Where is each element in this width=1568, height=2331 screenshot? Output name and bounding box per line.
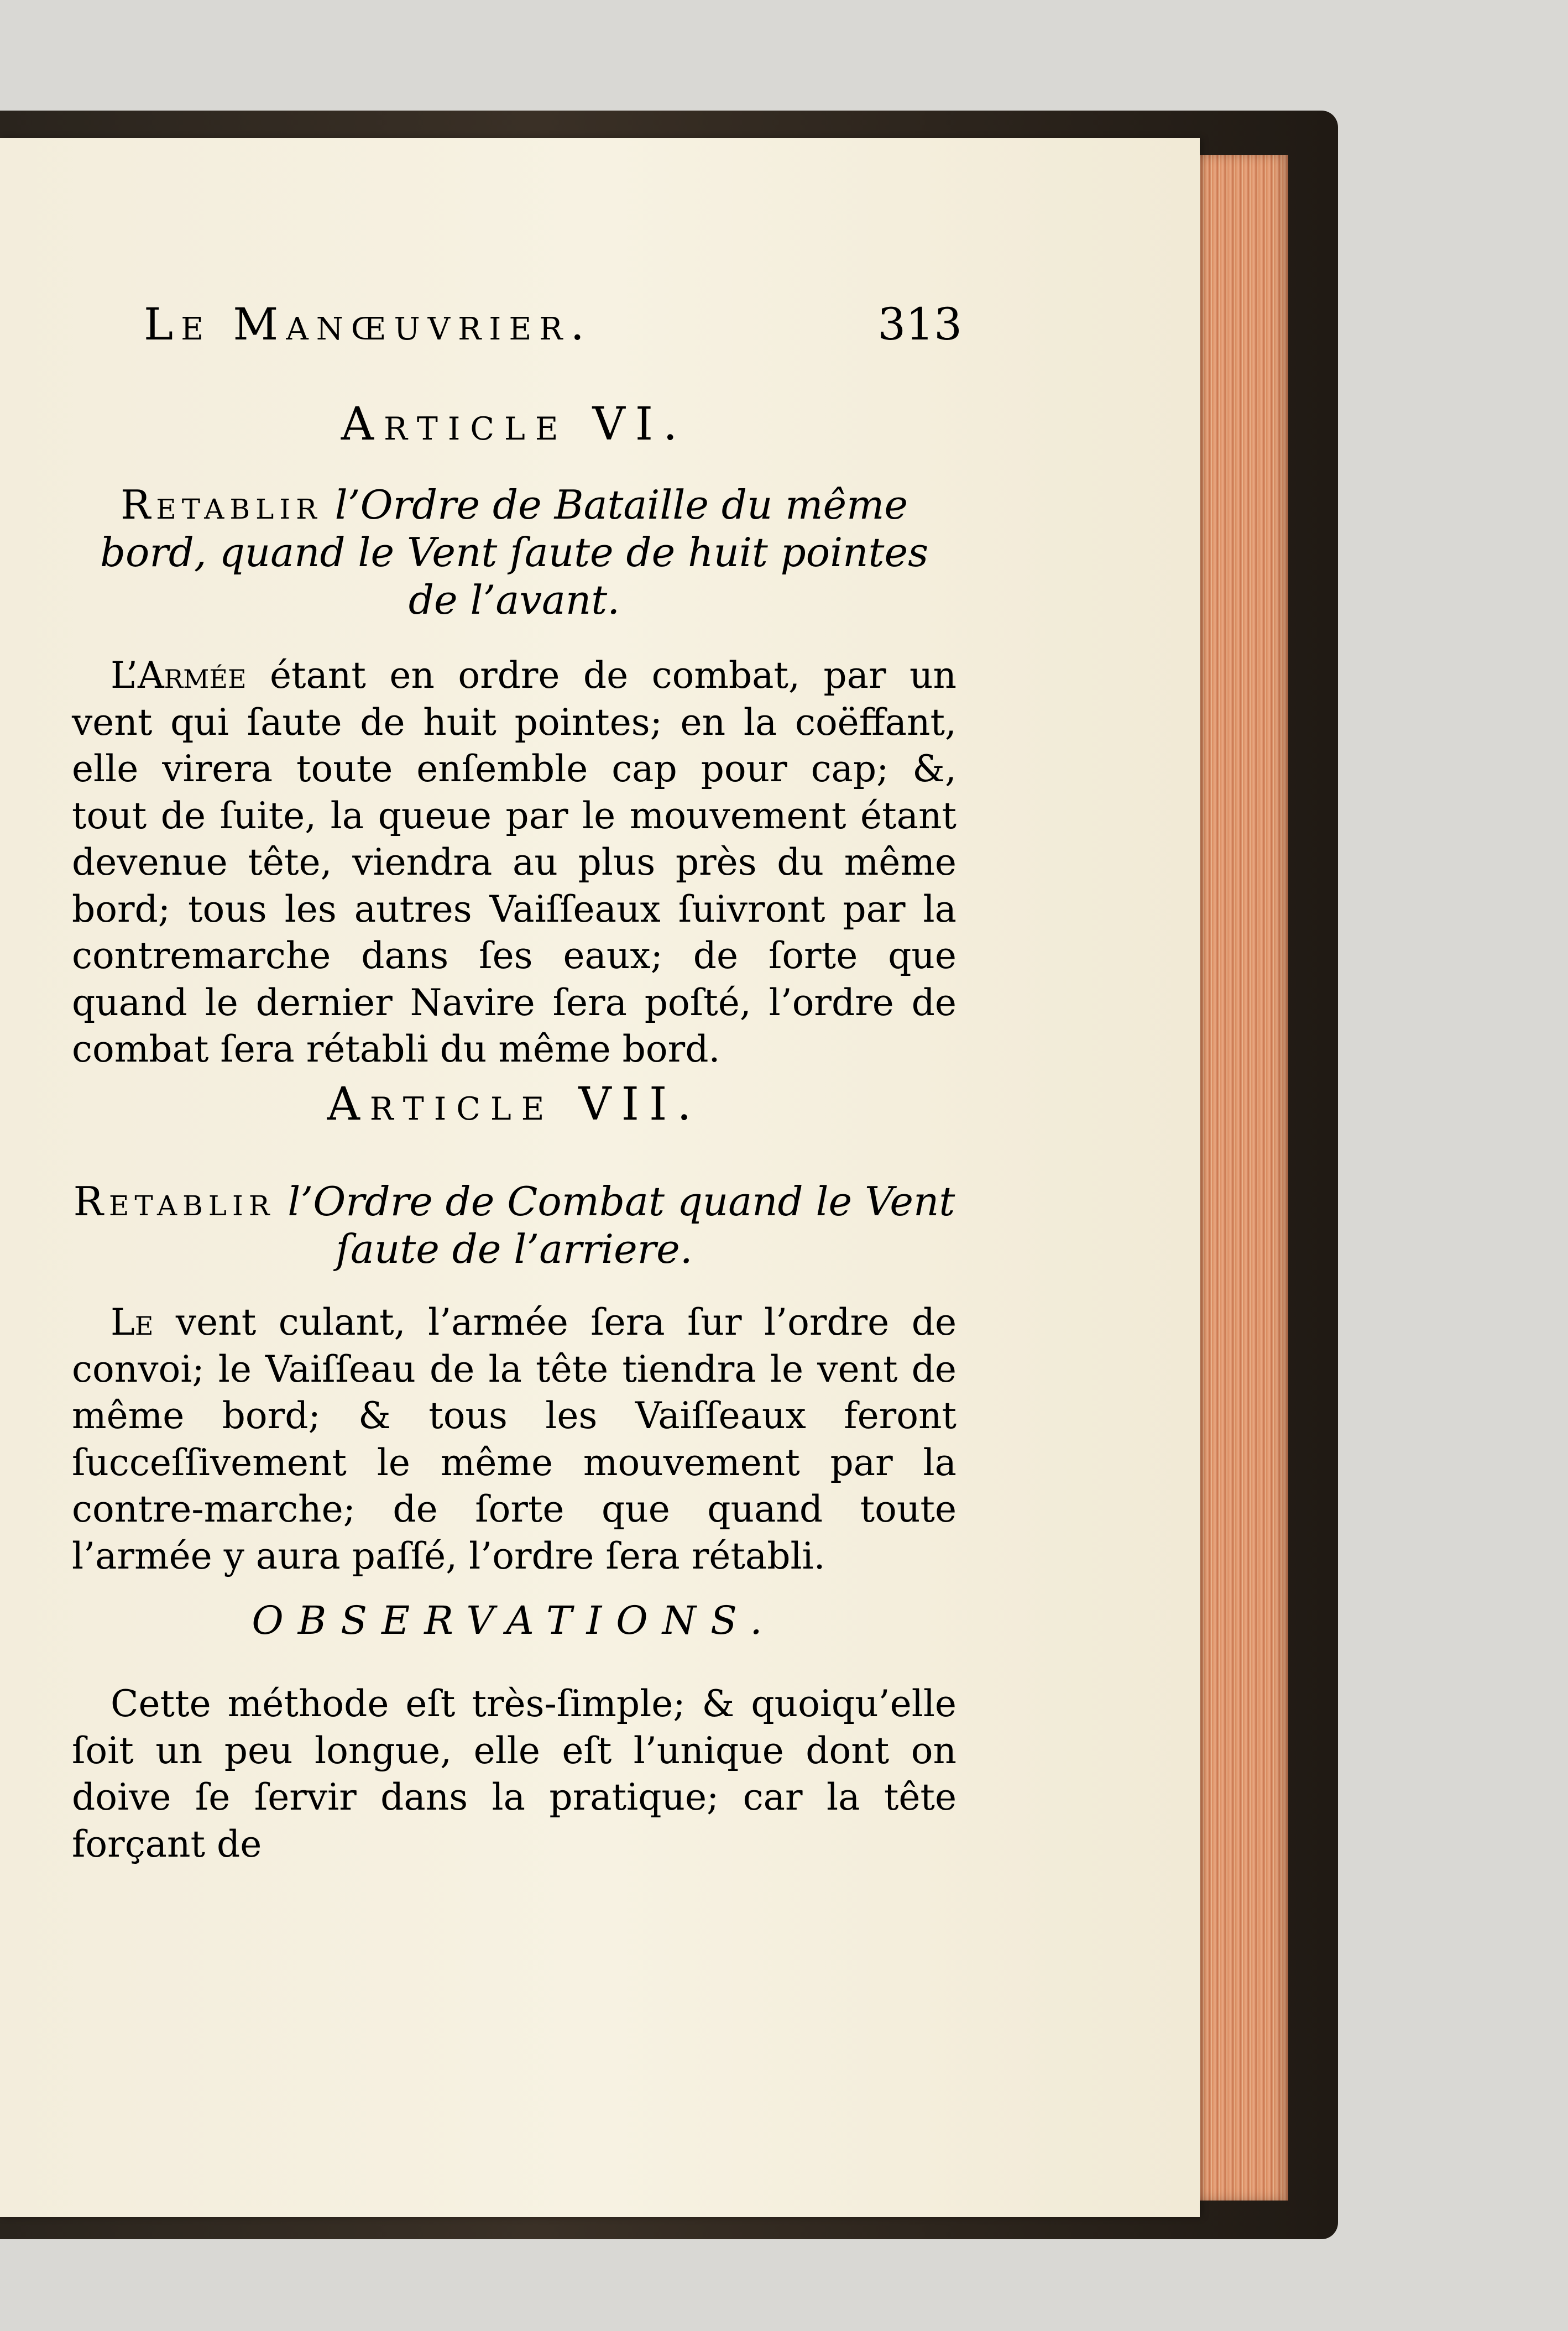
- article-7-paragraph: [72, 1299, 957, 1580]
- article-6-body: étant en ordre de combat, par un vent qui ſaute de huit pointes; en la coëffant, elle virera toute enſemble cap pour cap; &, tout de ſuite, la queue par le mouvement étant devenue tête, viendra au plus près du même bord; tous les autres Vaiſſeaux ſuivront par la contremarche dans ſes eaux; de ſorte que quand le dernier Navire ſera poſté, l’ordre de combat ſera rétabli du même bord.: [72, 654, 957, 1070]
- article-6-paragraph: [72, 652, 957, 1073]
- article-7-body-lead: Le: [111, 1301, 154, 1344]
- article-7-heading: Article VII.: [327, 1078, 702, 1131]
- article-7-subtitle-rest: l’Ordre de Combat quand le Vent ſaute de l’arriere.: [275, 1178, 955, 1272]
- running-title: Le Manœuvrier.: [144, 299, 592, 350]
- page-number: 313: [877, 299, 962, 350]
- article-7-body: vent culant, l’armée ſera ſur l’ordre de convoi; le Vaiſſeau de la tête tiendra le vent de même bord; & tous les Vaiſſeaux feront ſucceſſivement le même mouvement par la contre-marche; de ſorte que quand toute l’armée y aura paſſé, l’ordre ſera rétabli.: [72, 1301, 957, 1577]
- article-6-body-lead: L’Armée: [111, 654, 247, 697]
- article-6-subtitle: [72, 481, 957, 624]
- observations-paragraph: Cette méthode eſt très-ſimple; & quoiqu’elle ſoit un peu longue, elle eſt l’unique dont on doive ſe ſervir dans la pratique; car la tête forçant de: [72, 1682, 957, 1865]
- page-edges: [1189, 155, 1288, 2201]
- article-6-heading: Article VI.: [341, 398, 688, 451]
- article-6-subtitle-rest: l’Ordre de Bataille du même bord, quand le Vent ſaute de huit pointes de l’avant.: [100, 482, 929, 623]
- book-page: [0, 138, 1200, 2217]
- running-head: [144, 299, 962, 350]
- article-7-subtitle-lead: Retablir: [73, 1178, 275, 1225]
- observations-heading: OBSERVATIONS.: [252, 1598, 777, 1643]
- article-7-subtitle: [72, 1178, 957, 1273]
- article-6-subtitle-lead: Retablir: [120, 482, 322, 528]
